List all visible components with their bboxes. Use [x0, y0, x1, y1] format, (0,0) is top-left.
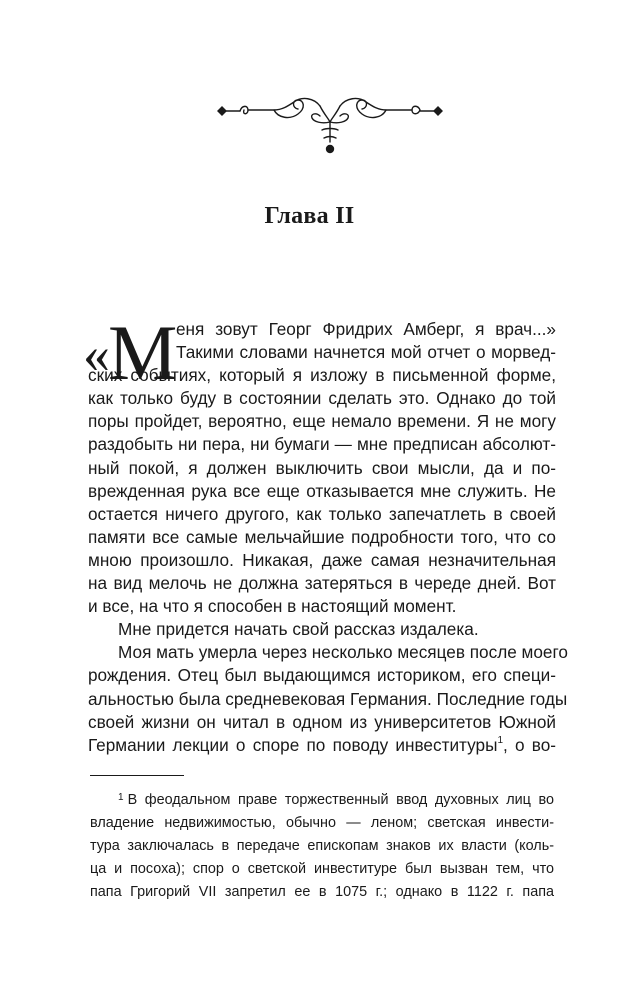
footnote-text: В феодальном праве торжественный ввод духовных лиц во: [127, 792, 554, 808]
text-line: памяти все самые мельчайшие подробности того, что со: [88, 526, 556, 547]
drop-cap-letter: М: [108, 309, 178, 396]
text-line: поры пройдет, вероятно, еще немало времени. Я не могу: [88, 411, 556, 432]
text-fragment: , о во-: [503, 734, 557, 755]
drop-cap: [83, 309, 178, 396]
footnote-line: ца и посоха); спор о светской инвеституре был вызван тем, что: [90, 860, 554, 877]
footnote: [90, 789, 554, 903]
text-line: как только буду в состоянии сделать это. Однако до той: [88, 388, 556, 409]
text-line: мною произошло. Никакая, даже самая незначительная: [88, 549, 556, 570]
text-line: альностью была средневековая Германия. Последние годы: [88, 688, 568, 709]
text-line-with-footnote: [88, 734, 556, 757]
text-line: и все, на что я способен в настоящий момент.: [88, 596, 457, 617]
text-line: еня зовут Георг Фридрих Амберг, я врач...»: [176, 319, 556, 339]
text-line: ный покой, я должен выключить свои мысли, да и по-: [88, 457, 556, 478]
chapter-body: [83, 309, 568, 757]
text-line: ских событиях, который я изложу в письменной форме,: [88, 365, 556, 386]
text-fragment: Германии лекции о споре по поводу инвеституры: [88, 734, 498, 755]
text-line: своей жизни он читал в одном из университетов Южной: [88, 711, 556, 732]
drop-cap-quote: «: [83, 324, 110, 384]
text-line: Такими словами начнется мой отчет о морвед-: [176, 342, 556, 363]
text-line: раздобыть ни пера, ни бумаги — мне предписан абсолют-: [88, 434, 556, 455]
footnote-separator: [90, 775, 184, 776]
text-line: на вид мелочь не должна затеряться в череде дней. Вот: [88, 573, 556, 594]
text-line: Мне придется начать свой рассказ издалека.: [118, 619, 479, 640]
chapter-title: Глава II: [264, 203, 355, 229]
footnote-line: владение недвижимостью, обычно — леном; светская инвести-: [90, 814, 554, 831]
footnote-line: тура заключалась в передаче епископам знаков их власти (коль-: [90, 837, 554, 854]
footnote-line: папа Григорий VII запретил ее в 1075 г.; однако в 1122 г. папа: [90, 883, 554, 900]
text-line: рождения. Отец был выдающимся историком, его специ-: [88, 665, 556, 686]
text-line: врежденная рука все еще отказывается мне служить. Не: [88, 480, 556, 501]
footnote-marker: 1: [118, 792, 124, 803]
footnote-reference[interactable]: 1: [497, 734, 504, 746]
chapter-ornament-icon: [216, 92, 444, 162]
footnote-line: [90, 789, 554, 812]
text-line: Моя мать умерла через несколько месяцев после моего: [118, 642, 568, 663]
text-line: остается ничего другого, как только запечатлеть в своей: [88, 503, 556, 524]
